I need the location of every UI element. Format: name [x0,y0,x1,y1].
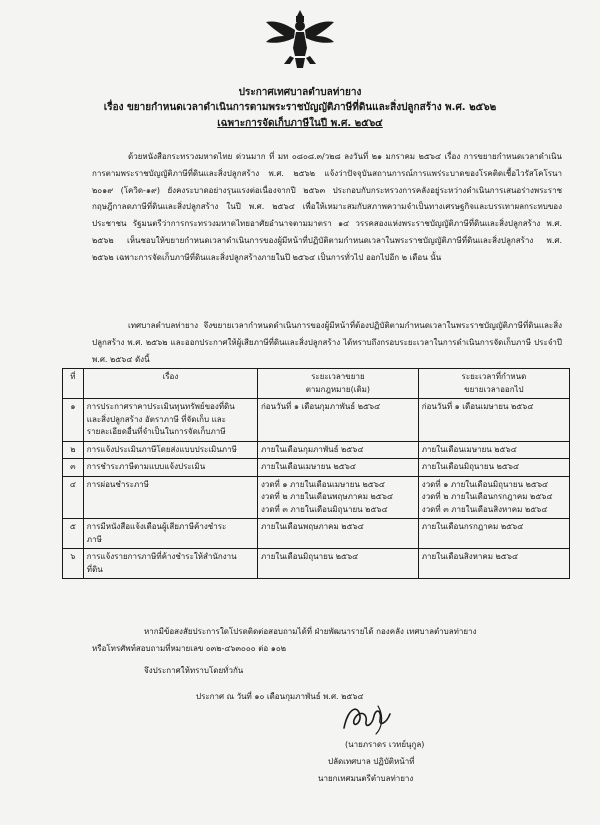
new-deadline-line: งวดที่ ๑ ภายในเดือนมิถุนายน ๒๕๖๔ [421,479,549,489]
row-no: ๒ [63,441,84,459]
schedule-table [62,368,570,579]
row-no: ๔ [63,476,84,519]
row-old-deadline [257,549,418,579]
subject-line: รายละเอียดอื่นที่จำเป็นในการจัดเก็บภาษี [86,427,226,436]
subject-line: และสิ่งปลูกสร้าง อัตราภาษี ที่จัดเก็บ และ [86,414,226,424]
row-old-deadline [257,476,418,519]
old-deadline-line: ก่อนวันที่ ๑ เดือนกุมภาพันธ์ ๒๕๖๔ [260,402,381,411]
garuda-emblem-icon [262,8,338,72]
subject-line: การแจ้งประเมินภาษีโดยส่งแบบประเมินภาษี [86,444,237,454]
body-paragraph-2: เทศบาลตำบลท่ายาง จึงขยายเวลากำหนดดำเนินการของผู้มีหน้าที่ต้องปฏิบัติตามกำหนดเวลาในพระราชบัญญัติภาษีที่ดินและสิ่งปลูกสร้าง พ.ศ. ๒๕๖๒ และออกประกาศให้ผู้เสียภาษีที่ดินและสิ่งปลูกสร้าง ได้ทราบถึงกรอบระยะเวลาในการดำเนินการจัดเก็บภาษี ประจำปี พ.ศ. ๒๕๖๔ ดังนี้ [92,321,562,364]
signer-name: (นายภราดร เวทย์นุกูล) [345,740,425,749]
closing-line: จึงประกาศให้ทราบโดยทั่วกัน [144,666,244,675]
contact-line-1: หากมีข้อสงสัยประการใดโปรดติดต่อสอบถามได้ที่ ฝ่ายพัฒนารายได้ กองคลัง เทศบาลตำบลท่ายาง [144,627,477,636]
table-header-row [63,369,570,399]
old-deadline-line: ภายในเดือนมิถุนายน ๒๕๖๔ [260,552,359,561]
signer-position: นายกเทศมนตรีตำบลท่ายาง [318,774,414,783]
header-new-line-1: ระยะเวลาที่กำหนด [461,372,527,381]
row-old-deadline [257,519,418,549]
new-deadline-line: ก่อนวันที่ ๑ เดือนเมษายน ๒๕๖๔ [421,402,534,411]
row-no: ๕ [63,519,84,549]
handwritten-signature-icon [334,698,404,738]
header-no: ที่ [63,369,84,399]
announcement-scope: เฉพาะการจัดเก็บภาษีในปี พ.ศ. ๒๕๖๔ [217,118,383,129]
old-deadline-line: งวดที่ ๒ ภายในเดือนพฤษภาคม ๒๕๖๔ [260,492,393,501]
subject-line: การผ่อนชำระภาษี [86,479,149,489]
signer-title: ปลัดเทศบาล ปฏิบัติหน้าที่ [328,757,415,766]
row-old-deadline [257,459,418,477]
body-paragraph-1: ด้วยหนังสือกระทรวงมหาดไทย ด่วนมาก ที่ มท ๐๘๐๘.๓/ว๒๘ ลงวันที่ ๒๑ มกราคม ๒๕๖๔ เรื่อง การขยายกำหนดเวลาดำเนินการตามพระราชบัญญัติภาษีที่ดินและสิ่งปลูกสร้าง พ.ศ. ๒๕๖๒ แจ้งว่าปัจจุบันสถานการณ์การแพร่ระบาดของโรคติดเชื้อไวรัสโคโรนา ๒๐๑๙ (โควิด-๑๙) ยังคงระบาดอย่างรุนแรงต่อเนื่องจากปี ๒๕๖๓ ประกอบกับกระทรวงการคลังอยู่ระหว่างดำเนินการเสนอร่างพระราชกฤษฎีกาลดภาษีที่ดินและสิ่งปลูกสร้าง ในปี พ.ศ. ๒๕๖๔ เพื่อให้เหมาะสมกับสภาพความจำเป็นทางเศรษฐกิจและบรรเทาผลกระทบของประชาชน รัฐมนตรีว่าการกระทรวงมหาดไทยอาศัยอำนาจตามมาตรา ๑๔ วรรคสองแห่งพระราชบัญญัติภาษีที่ดินและสิ่งปลูกสร้าง พ.ศ. ๒๕๖๒ เห็นชอบให้ขยายกำหนดเวลาดำเนินการของผู้มีหน้าที่ปฏิบัติตามกำหนดเวลาในพระราชบัญญัติภาษีที่ดินและสิ่งปลูกสร้าง พ.ศ. ๒๕๖๒ เฉพาะการจัดเก็บภาษีที่ดินและสิ่งปลูกสร้างภายในปี ๒๕๖๔ เป็นการทั่วไป ออกไปอีก ๒ เดือน นั้น [92,152,562,262]
table-row [63,476,570,519]
announcement-subject: เรื่อง ขยายกำหนดเวลาดำเนินการตามพระราชบัญญัติภาษีที่ดินและสิ่งปลูกสร้าง พ.ศ. ๒๕๖๒ [103,102,497,113]
table-row [63,519,570,549]
row-subject [83,476,257,519]
new-deadline-line: งวดที่ ๒ ภายในเดือนกรกฎาคม ๒๕๖๔ [421,492,553,501]
subject-line: ภาษี [86,534,102,544]
old-deadline-line: ภายในเดือนกุมภาพันธ์ ๒๕๖๔ [260,444,364,454]
row-subject [83,441,257,459]
old-deadline-line: งวดที่ ๑ ภายในเดือนเมษายน ๒๕๖๔ [260,479,385,489]
row-old-deadline [257,399,418,442]
header-new-deadline [418,369,569,399]
row-old-deadline [257,441,418,459]
new-deadline-line: งวดที่ ๓ ภายในเดือนสิงหาคม ๒๕๖๔ [421,504,548,514]
row-no: ๓ [63,459,84,477]
row-subject [83,399,257,442]
table-row [63,441,570,459]
table-row [63,549,570,579]
new-deadline-line: ภายในเดือนเมษายน ๒๕๖๔ [421,444,517,454]
row-no: ๑ [63,399,84,442]
announcement-date: ประกาศ ณ วันที่ ๑๐ เดือนกุมภาพันธ์ พ.ศ. ๒๕๖๔ [196,692,364,701]
header-old-deadline [257,369,418,399]
old-deadline-line: ภายในเดือนเมษายน ๒๕๖๔ [260,462,356,471]
table-row [63,399,570,442]
old-deadline-line: งวดที่ ๓ ภายในเดือนมิถุนายน ๒๕๖๔ [260,504,388,514]
new-deadline-line: ภายในเดือนสิงหาคม ๒๕๖๔ [421,552,518,561]
row-new-deadline [418,549,569,579]
announcement-title: ประกาศเทศบาลตำบลท่ายาง [238,87,362,98]
header-old-line-1: ระยะเวลาขยาย [311,372,365,381]
row-subject [83,519,257,549]
new-deadline-line: ภายในเดือนกรกฎาคม ๒๕๖๔ [421,522,524,531]
row-subject [83,459,257,477]
row-new-deadline [418,519,569,549]
old-deadline-line: ภายในเดือนพฤษภาคม ๒๕๖๔ [260,522,364,531]
subject-line: การชำระภาษีตามแบบแจ้งประเมิน [86,462,206,471]
row-new-deadline [418,476,569,519]
header-new-line-2: ขยายเวลาออกไป [464,384,524,394]
header-old-line-2: ตามกฎหมาย(เดิม) [305,384,371,394]
table-row [63,459,570,477]
header-subject: เรื่อง [83,369,257,399]
new-deadline-line: ภายในเดือนมิถุนายน ๒๕๖๔ [421,462,520,471]
subject-line: การแจ้งรายการภาษีที่ค้างชำระให้สำนักงาน [86,552,237,561]
row-new-deadline [418,441,569,459]
row-subject [83,549,257,579]
subject-line: การมีหนังสือแจ้งเตือนผู้เสียภาษีค้างชำระ [86,522,227,531]
subject-line: ที่ดิน [86,564,103,574]
row-new-deadline [418,459,569,477]
row-no: ๖ [63,549,84,579]
row-new-deadline [418,399,569,442]
contact-line-2: หรือโทรศัพท์สอบถามที่หมายเลข ๐๓๒-๔๖๓๐๐๐ ต่อ ๑๐๒ [92,644,286,653]
subject-line: การประกาศราคาประเมินทุนทรัพย์ของที่ดิน [86,402,235,411]
